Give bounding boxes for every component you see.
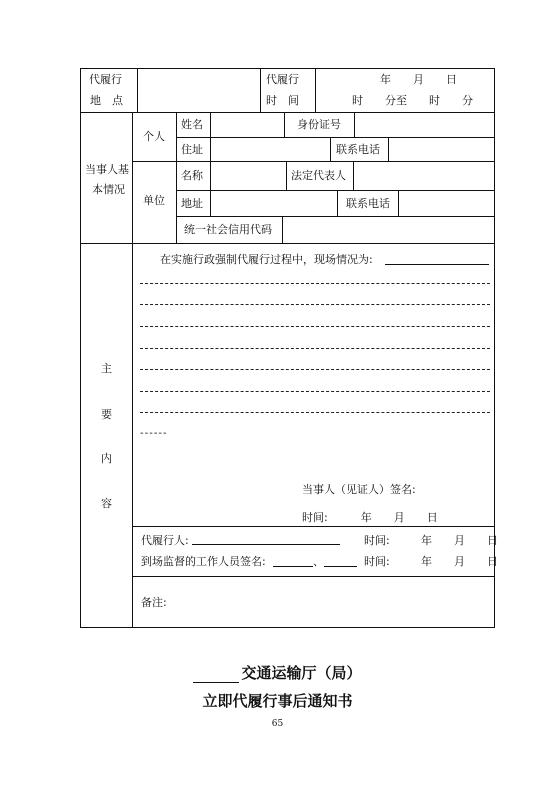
unit-address-label: 地址 <box>181 197 203 210</box>
main-label-3: 内 <box>101 452 112 465</box>
dashed-line <box>140 304 490 305</box>
next-doc-subtitle: 立即代履行事后通知书 <box>202 692 353 710</box>
dashed-line <box>140 369 490 370</box>
situation-text: 在实施行政强制代履行过程中，现场情况为: <box>160 253 373 266</box>
unit-credit-field[interactable] <box>284 218 492 241</box>
remark-label: 备注: <box>141 596 167 609</box>
unit-label: 单位 <box>143 194 165 207</box>
dashed-line <box>140 391 490 392</box>
time-range-field[interactable]: 时 分至 时 分 <box>352 94 473 107</box>
unit-rep-field[interactable] <box>355 163 492 188</box>
supervisor-time-label: 时间: <box>364 555 390 568</box>
main-label-2: 要 <box>101 408 112 421</box>
individual-address-label: 住址 <box>181 143 203 156</box>
dashed-line <box>140 283 490 284</box>
party-sign-time[interactable]: 时间: 年 月 日 <box>302 511 438 524</box>
dashed-line <box>140 326 490 327</box>
party-signature[interactable]: 当事人（见证人）签名: <box>302 483 416 496</box>
individual-name-label: 姓名 <box>181 118 203 131</box>
main-label-4: 容 <box>101 497 112 510</box>
dashed-line <box>140 348 490 349</box>
supervisor-label: 到场监督的工作人员签名: <box>141 555 266 568</box>
place-field[interactable] <box>139 70 258 111</box>
supervisor-date[interactable]: 年 月 日 <box>421 555 498 568</box>
dash-tail: ------ <box>140 428 168 439</box>
supervisor-field-2[interactable] <box>324 566 357 567</box>
individual-id-field[interactable] <box>356 114 492 135</box>
individual-id-label: 身份证号 <box>297 118 341 131</box>
time-label-2: 时 间 <box>266 94 299 107</box>
supervisor-field-1[interactable] <box>273 566 313 567</box>
individual-phone-label: 联系电话 <box>336 143 380 156</box>
unit-rep-label: 法定代表人 <box>291 169 346 182</box>
page-number: 65 <box>271 719 284 729</box>
time-label: 代履行 <box>266 73 299 86</box>
individual-label: 个人 <box>143 130 165 143</box>
unit-phone-label: 联系电话 <box>346 197 390 210</box>
unit-name-field[interactable] <box>212 163 284 188</box>
main-label-1: 主 <box>101 362 112 375</box>
executor-label: 代履行人: <box>141 534 189 547</box>
situation-underline[interactable] <box>385 264 489 265</box>
unit-address-field[interactable] <box>212 192 335 214</box>
party-label-2: 本情况 <box>92 183 125 196</box>
place-label: 代履行 <box>89 73 122 86</box>
individual-name-field[interactable] <box>212 114 282 135</box>
executor-time-label: 时间: <box>364 534 390 547</box>
individual-phone-field[interactable] <box>390 139 492 159</box>
executor-date[interactable]: 年 月 日 <box>421 534 498 547</box>
place-label-2: 地 点 <box>90 94 123 107</box>
dashed-line <box>140 412 490 413</box>
next-doc-title: 交通运输厅（局） <box>0 662 555 683</box>
unit-name-label: 名称 <box>181 169 203 182</box>
executor-field[interactable] <box>192 544 340 545</box>
unit-phone-field[interactable] <box>400 192 492 214</box>
remark-field[interactable] <box>172 580 492 625</box>
party-label: 当事人基 <box>85 163 129 176</box>
date-field[interactable]: 年 月 日 <box>380 73 457 86</box>
supervisor-separator: 、 <box>313 555 324 568</box>
unit-credit-label: 统一社会信用代码 <box>184 223 272 236</box>
individual-address-field[interactable] <box>212 139 328 159</box>
department-blank[interactable] <box>193 668 239 683</box>
